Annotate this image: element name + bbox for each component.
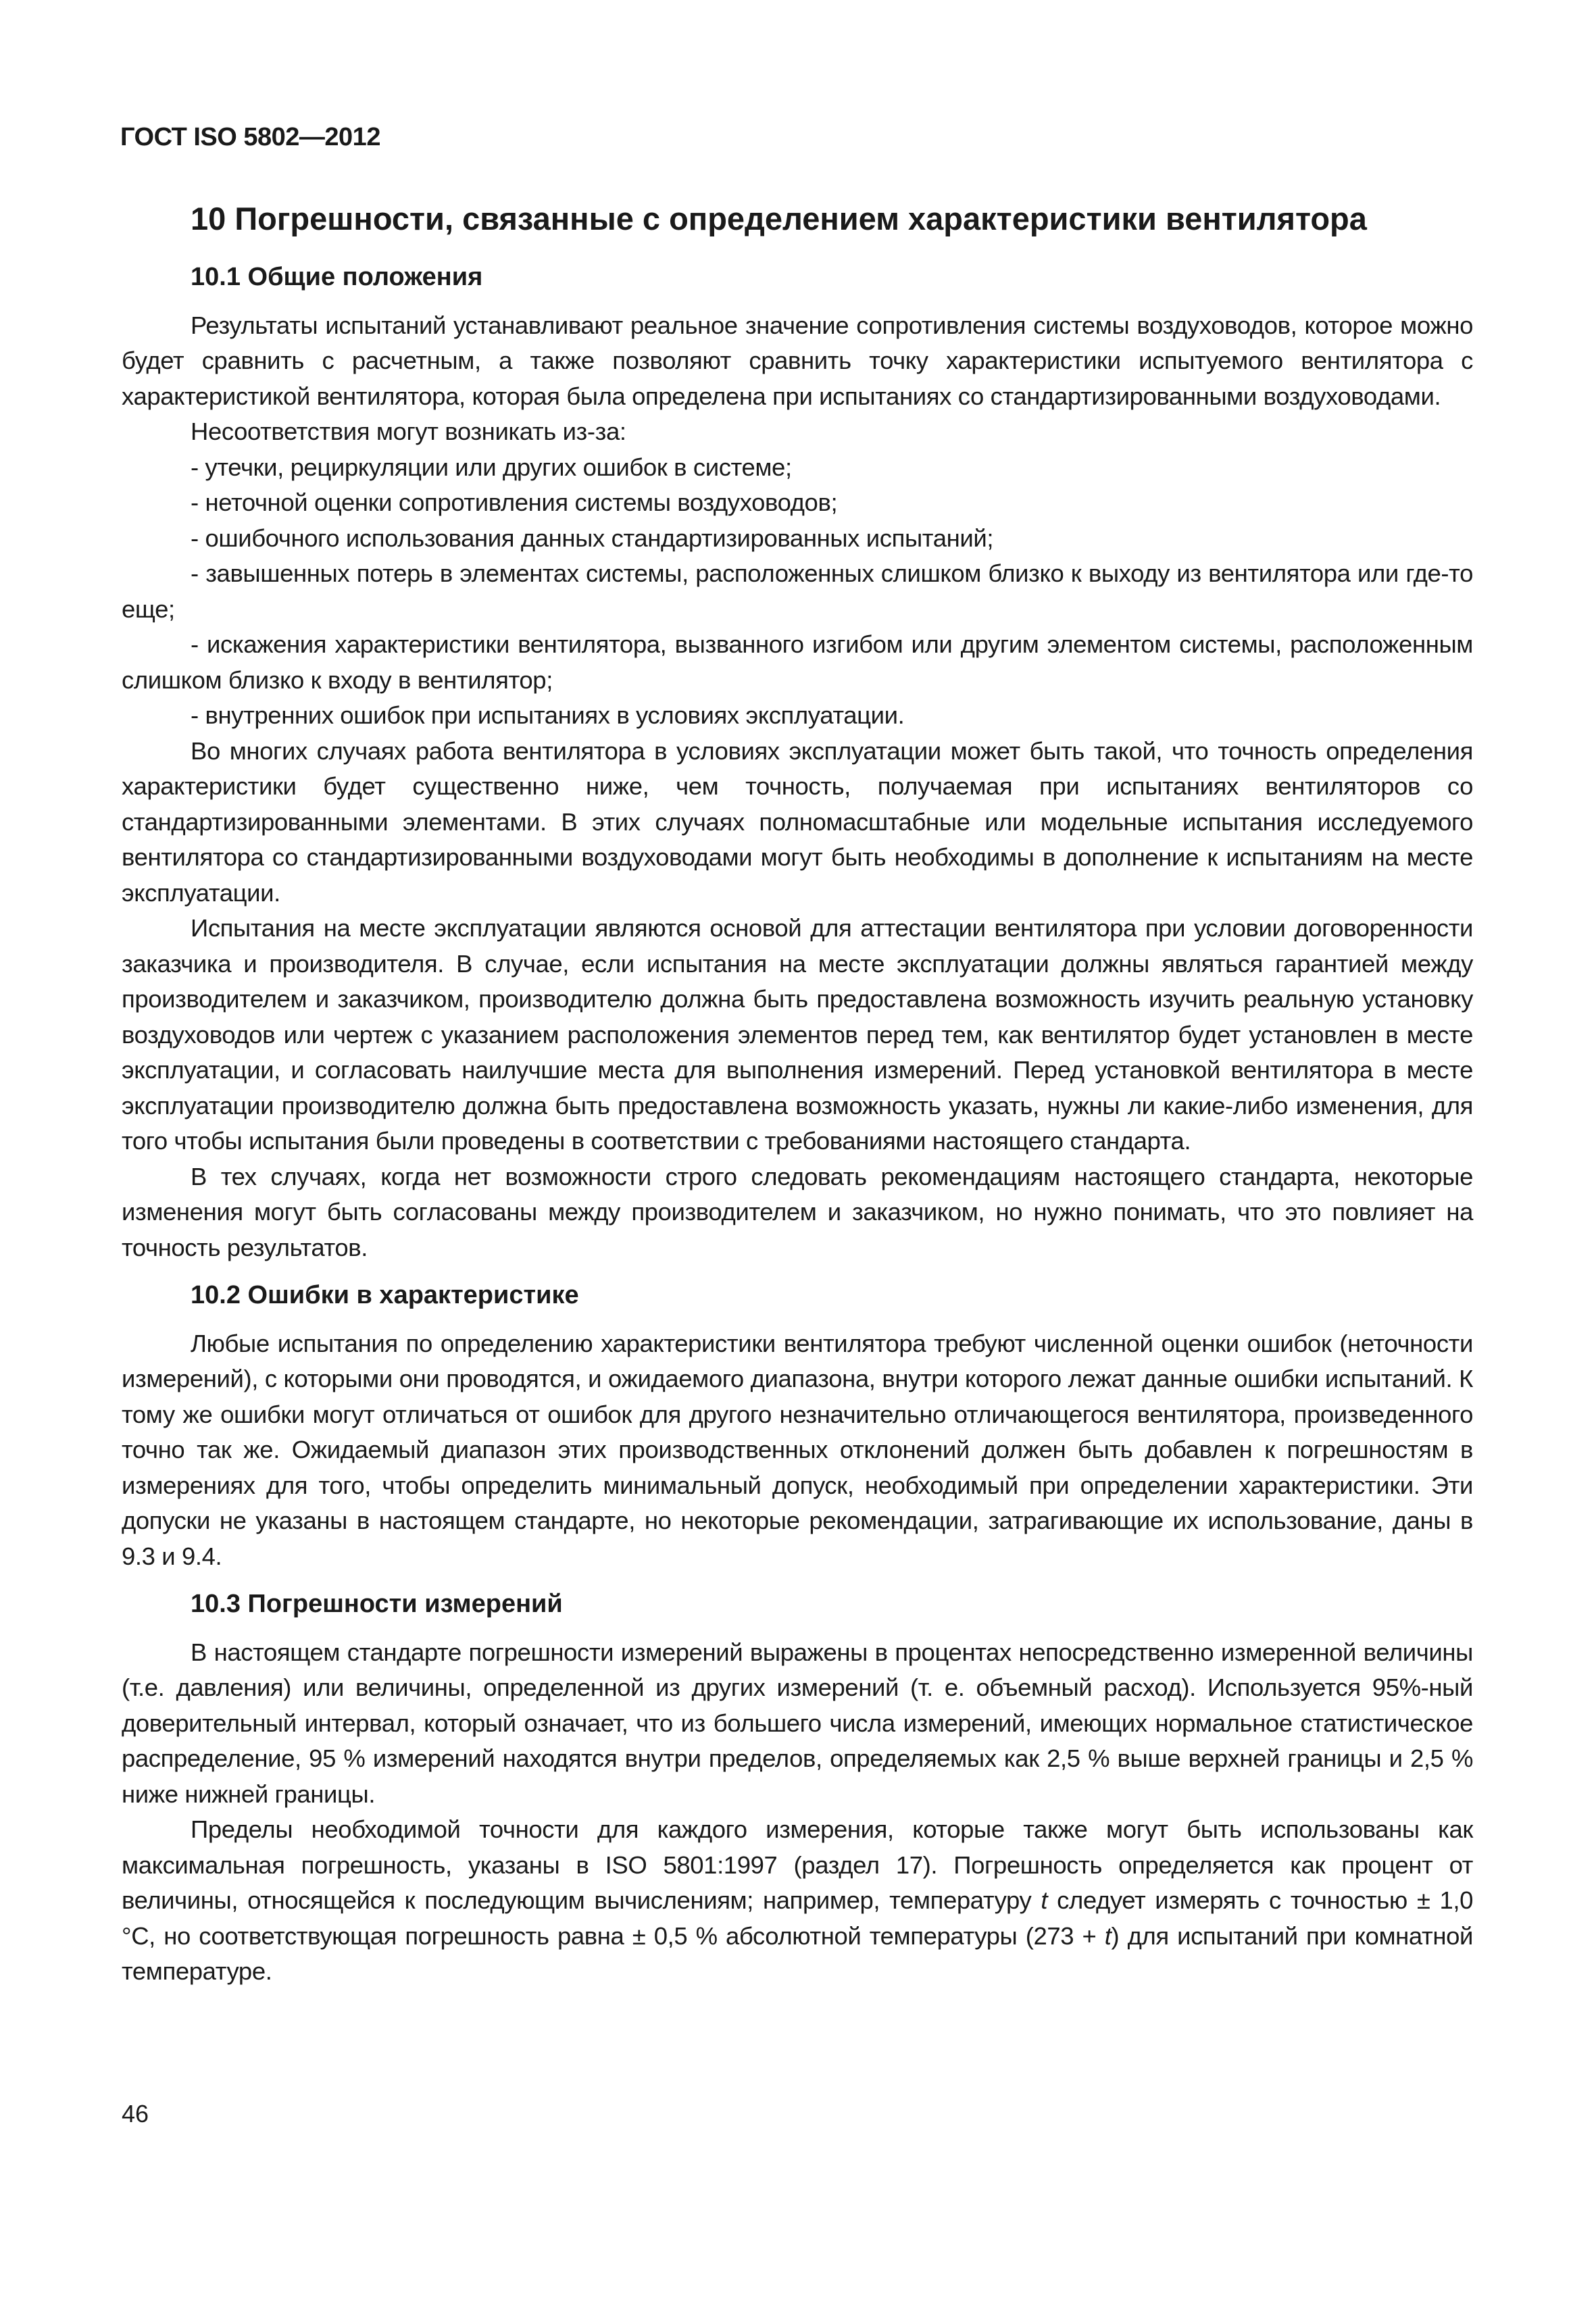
- list-item: - неточной оценки сопротивления системы воздуховодов;: [191, 488, 838, 517]
- variable-t: t: [1104, 1921, 1112, 1950]
- text-run: ) для испытаний при комнатной температуре.: [122, 1921, 1473, 1986]
- variable-t: t: [1041, 1886, 1048, 1915]
- subsection-title-10-1: 10.1 Общие положения: [191, 263, 483, 292]
- section-title: 10 Погрешности, связанные с определением характеристики вентилятора: [191, 201, 1367, 236]
- paragraph: Результаты испытаний устанавливают реальное значение сопротивления системы воздуховодов, которое можно будет сравнить с расчетным, а также позволяют сравнить точку характеристики испытуемого вентилятора с характеристикой вентилятора, которая была определена при испытаниях со стандартизированными воздуховодами.: [122, 311, 1473, 410]
- text-run: Пределы необходимой точности для каждого измерения, которые также могут быть использованы как максимальная погрешность, указаны в ISO 5801:1997 (раздел 17). Погрешность определяется как процент от величины, относящейся к последующим вычислениям; например, температуру: [122, 1815, 1473, 1915]
- paragraph: Во многих случаях работа вентилятора в условиях эксплуатации может быть такой, что точность определения характеристики будет существенно ниже, чем точность, получаемая при испытаниях вентиляторов со стандартизированными элементами. В этих случаях полномасштабные или модельные испытания исследуемого вентилятора со стандартизированными воздуховодами могут быть необходимы в дополнение к испытаниям на месте эксплуатации.: [122, 736, 1473, 907]
- paragraph: Испытания на месте эксплуатации являются основой для аттестации вентилятора при условии договоренности заказчика и производителя. В случае, если испытания на месте эксплуатации должны являться гарантией между производителем и заказчиком, производителю должна быть предоставлена возможность изучить реальную установку воздуховодов или чертеж с указанием расположения элементов перед тем, как вентилятор будет установлен в месте эксплуатации, и согласовать наилучшие места для выполнения измерений. Перед установкой вентилятора в месте эксплуатации производителю должна быть предоставлена возможность указать, нужны ли какие-либо изменения, для того чтобы испытания были проведены в соответствии с требованиями настоящего стандарта.: [122, 914, 1473, 1155]
- subsection-title-10-2: 10.2 Ошибки в характеристике: [191, 1281, 579, 1310]
- document-code-header: ГОСТ ISO 5802—2012: [120, 123, 380, 151]
- list-item: - искажения характеристики вентилятора, вызванного изгибом или другим элементом системы, расположенным слишком близко к входу в вентилятор;: [122, 630, 1473, 694]
- paragraph: Несоответствия могут возникать из-за:: [191, 418, 626, 446]
- list-item: - ошибочного использования данных стандартизированных испытаний;: [191, 524, 994, 552]
- text-run: следует измерять с точностью ± 1,0 °С, но соответствующая погрешность равна ± 0,5 % абсолютной температуры (273 +: [122, 1886, 1474, 1950]
- paragraph: В настоящем стандарте погрешности измерений выражены в процентах непосредственно измеренной величины (т.е. давления) или величины, определенной из других измерений (т. е. объемный расход). Используется 95%-ный доверительный интервал, который означает, что из большего числа измерений, имеющих нормальное статистическое распределение, 95 % измерений находятся внутри пределов, определяемых как 2,5 % выше верхней границы и 2,5 % ниже нижней границы.: [122, 1638, 1473, 1808]
- page-content: [122, 200, 1473, 1990]
- paragraph-with-variables: [122, 1812, 1473, 1990]
- list-item: - утечки, рециркуляции или других ошибок в системе;: [191, 453, 792, 481]
- list-item: - завышенных потерь в элементах системы, расположенных слишком близко к выходу из вентилятора или где-то еще;: [122, 559, 1473, 623]
- page-number: 46: [122, 2100, 149, 2128]
- paragraph: Любые испытания по определению характеристики вентилятора требуют численной оценки ошибок (неточности измерений), с которыми они проводятся, и ожидаемого диапазона, внутри которого лежат данные ошибки испытаний. К тому же ошибки могут отличаться от ошибок для другого незначительно отличающегося вентилятора, произведенного точно так же. Ожидаемый диапазон этих производственных отклонений должен быть добавлен к погрешностям в измерениях для того, чтобы определить минимальный допуск, необходимый при определении характеристики. Эти допуски не указаны в настоящем стандарте, но некоторые рекомендации, затрагивающие их использование, даны в 9.3 и 9.4.: [122, 1329, 1473, 1570]
- paragraph: В тех случаях, когда нет возможности строго следовать рекомендациям настоящего стандарта, некоторые изменения могут быть согласованы между производителем и заказчиком, но нужно понимать, что это повлияет на точность результатов.: [122, 1162, 1473, 1261]
- subsection-title-10-3: 10.3 Погрешности измерений: [191, 1590, 563, 1619]
- list-item: - внутренних ошибок при испытаниях в условиях эксплуатации.: [191, 701, 905, 730]
